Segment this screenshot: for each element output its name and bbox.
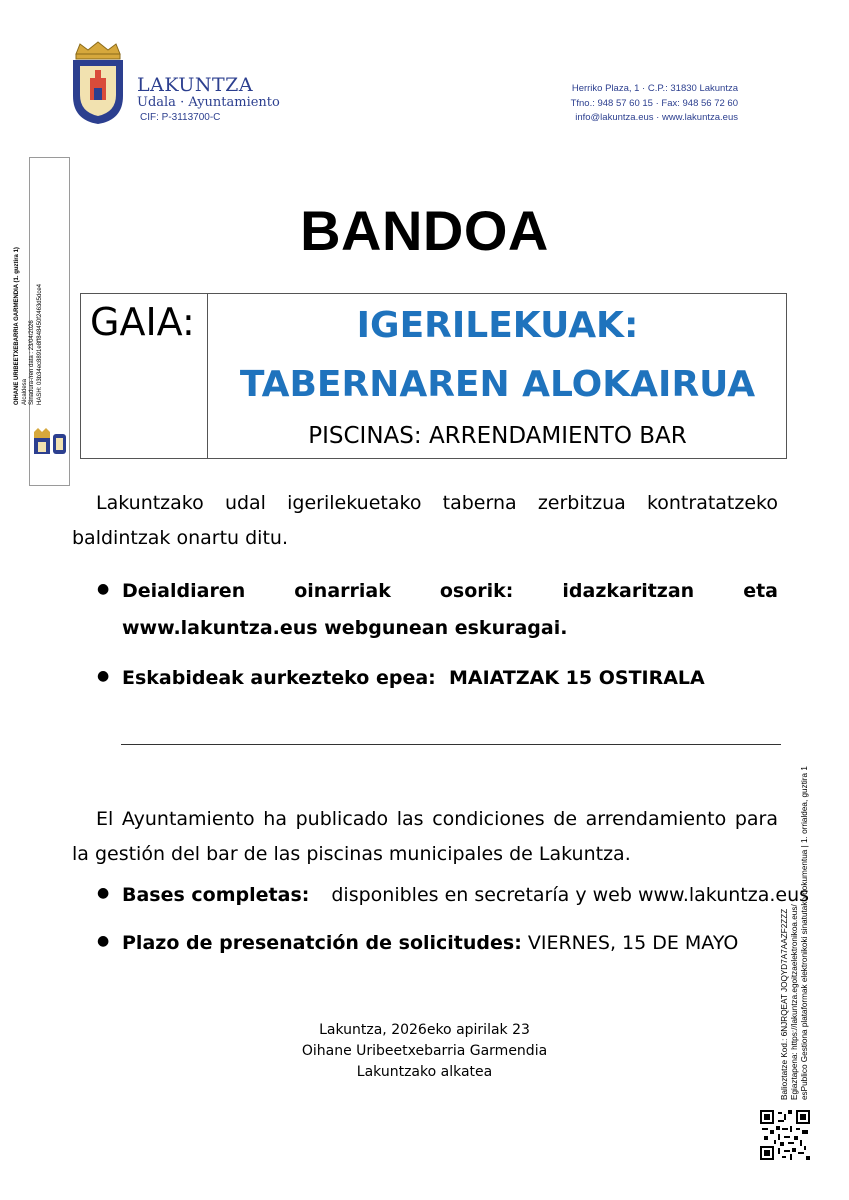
org-subtitle: Udala · Ayuntamiento: [137, 95, 280, 110]
verification-code: Balioztatze Kod.: 6NJRQEAT JOQYD7A7AAZF2ZZZ: [780, 908, 789, 1100]
org-name: LAKUNTZA: [137, 74, 254, 96]
eu-bullet-2: [0, 660, 849, 700]
municipal-coat-of-arms-logo: [68, 40, 128, 126]
signature-seal-icons: [32, 428, 68, 456]
subject-heading-line1: IGERILEKUAK:: [356, 305, 639, 346]
eu-bullet-1: [0, 573, 849, 653]
signer-name: Oihane Uribeetxebarria Garmendia: [301, 1043, 548, 1059]
es-bullet-1: [0, 877, 849, 917]
subject-heading-line2: TABERNAREN ALOKAIRUA: [239, 364, 756, 405]
es-bullet-1-value: disponibles en secretaría y web www.lakuntza.eus: [331, 884, 810, 906]
verification-url[interactable]: Egiaztapena: https://lakuntza.egoitzaelektronikoa.eus/: [790, 904, 799, 1100]
section-divider: [121, 744, 781, 745]
bullet-icon: ●: [97, 885, 110, 901]
eu-bullet-1-line2: www.lakuntza.eus webgunean eskuragai.: [122, 617, 568, 639]
es-bullet-2-label: Plazo de presenatción de solicitudes:: [122, 932, 522, 954]
es-bullet-1-label: Bases completas:: [122, 884, 310, 906]
bullet-icon: ●: [97, 668, 110, 684]
es-bullet-2-text: [122, 925, 778, 962]
eu-bullet-2-text: Eskabideak aurkezteko epea: MAIATZAK 15 OSTIRALA: [122, 667, 705, 689]
contact-email-web: info@lakuntza.eus · www.lakuntza.eus: [575, 112, 738, 123]
eu-bullet-1-line1: Deialdiaren oinarriak osorik: idazkaritzan eta: [122, 580, 778, 602]
signature-date-line: Sinadura-/ren data : 23/04/2026: [29, 320, 35, 405]
org-cif: CIF: P-3113700-C: [140, 112, 221, 123]
signature-hash-line: HASH: 03b34ec8891e8ff848450f2463d5dce4: [36, 284, 43, 405]
subject-label: GAIA:: [90, 300, 195, 344]
es-bullet-2: [0, 925, 849, 965]
es-bullet-1-text: [122, 877, 810, 914]
contact-phone-fax: Tfno.: 948 57 60 15 · Fax: 948 56 72 60: [570, 98, 738, 109]
place-date: Lakuntza, 2026eko apirilak 23: [319, 1022, 530, 1038]
qr-code[interactable]: [760, 1110, 810, 1160]
es-paragraph: El Ayuntamiento ha publicado las condiciones de arrendamiento para la gestión del bar de las piscinas municipales de Lakuntza.: [72, 808, 778, 865]
signer-role: Lakuntzako alkatea: [356, 1064, 493, 1080]
subject-spanish: PISCINAS: ARRENDAMIENTO BAR: [308, 423, 687, 449]
eu-paragraph: Lakuntzako udal igerilekuetako taberna zerbitzua kontratatzeko baldintzak onartu ditu.: [72, 492, 778, 549]
signer-line: OIHANE URIBEETXEBARRIA GARMENDIA (1. guztira 1): [14, 247, 20, 405]
contact-address: Herriko Plaza, 1 · C.P.: 31830 Lakuntza: [571, 83, 738, 94]
bullet-icon: ●: [97, 581, 110, 597]
verification-platform: esPublico Gestiona plataformak elektronikoki sinatutako dokumentua | 1. orrialdea, guztira 1: [800, 766, 809, 1100]
bullet-icon: ●: [97, 933, 110, 949]
signer-role-line: Alcaldesa: [21, 378, 28, 405]
page-title: BANDOA: [300, 199, 549, 262]
verification-strip: [780, 745, 810, 1100]
es-bullet-2-value: VIERNES, 15 DE MAYO: [527, 932, 739, 954]
